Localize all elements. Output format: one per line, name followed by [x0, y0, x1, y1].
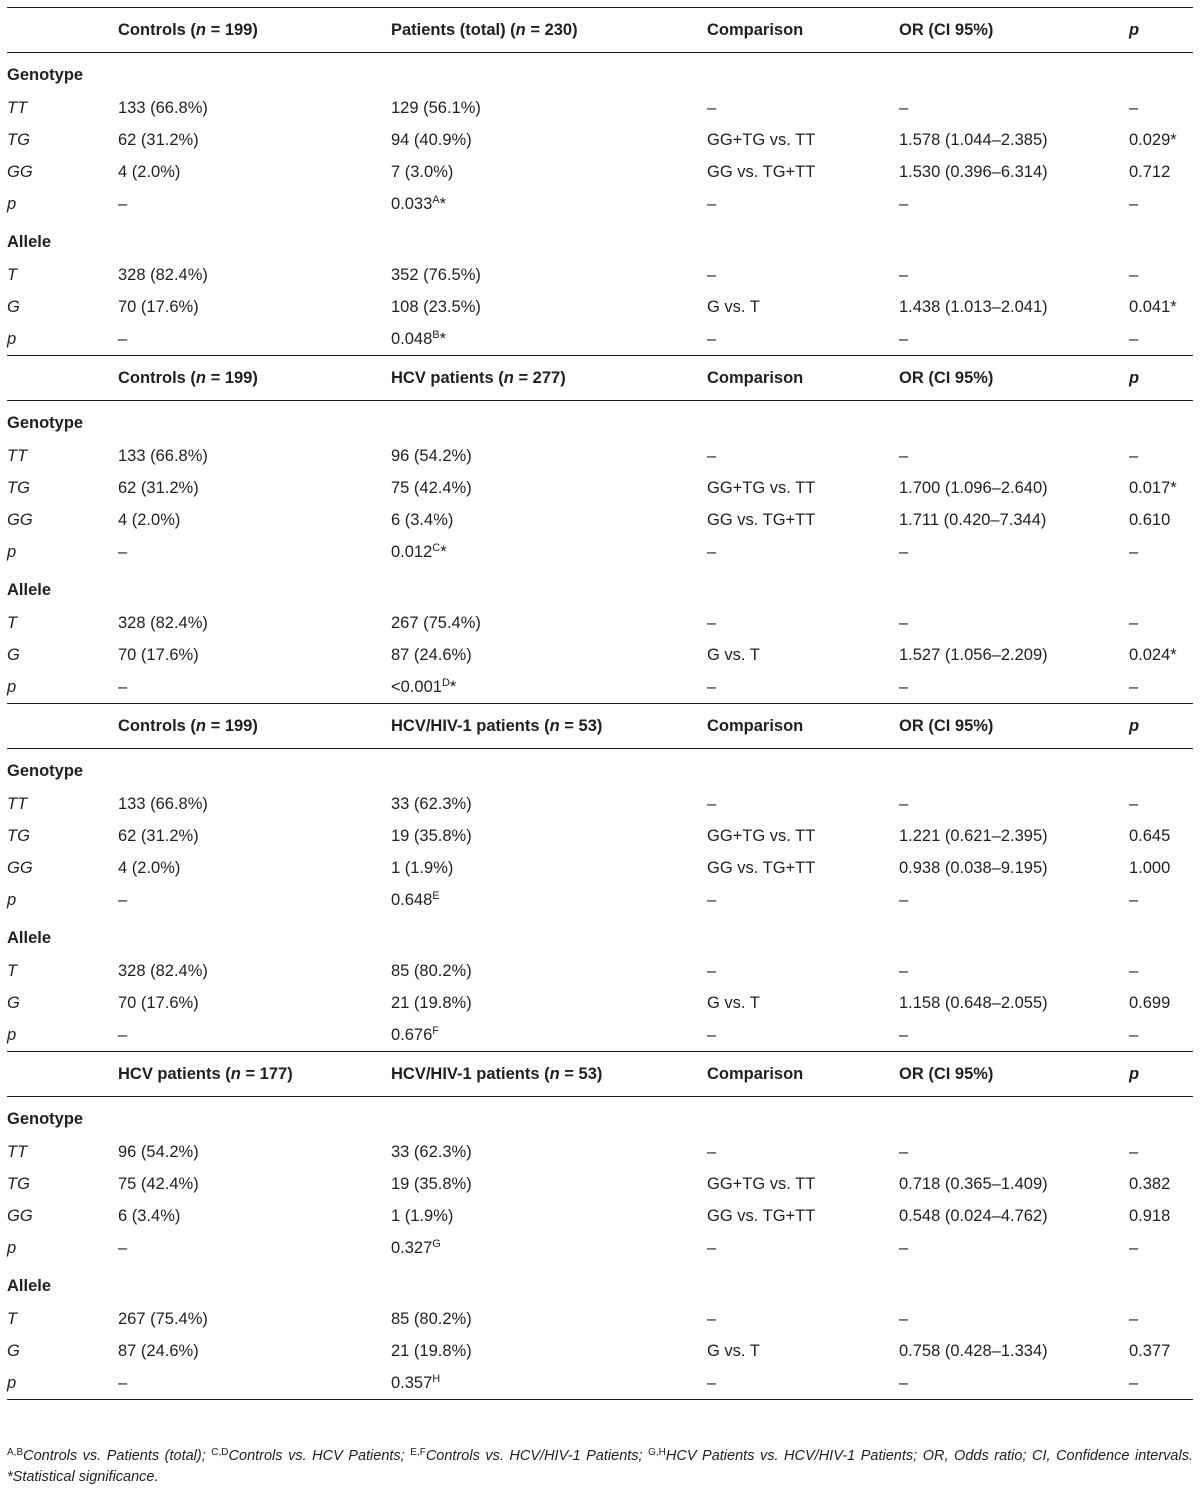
- p-value: –: [1129, 194, 1139, 213]
- group-a-value: 87 (24.6%): [118, 1341, 199, 1360]
- significance-mark: *: [439, 194, 447, 213]
- group-b-value: 87 (24.6%): [391, 645, 472, 664]
- comparison-value: G vs. T: [707, 645, 760, 664]
- header-odds-ratio: OR (CI 95%): [899, 8, 1129, 53]
- row-label: GG: [7, 162, 33, 181]
- header-group-a-post: = 177): [240, 1064, 293, 1083]
- group-b-value: 85 (80.2%): [391, 961, 472, 980]
- odds-ratio-value: –: [899, 329, 909, 348]
- row-label: p: [7, 890, 17, 909]
- header-comparison: Comparison: [707, 356, 899, 401]
- genotype-row: [7, 788, 1193, 820]
- header-group-b-n-symbol: n: [549, 1064, 560, 1083]
- header-group-b: [391, 1052, 707, 1097]
- comparison-value: GG+TG vs. TT: [707, 826, 816, 845]
- group-b-p-value: [391, 1367, 707, 1400]
- header-p: [1129, 1052, 1193, 1097]
- header-odds-ratio: OR (CI 95%): [899, 1052, 1129, 1097]
- p-value: 0.377: [1129, 1341, 1171, 1360]
- header-p-symbol: p: [1129, 716, 1140, 735]
- group-b-p-value: [391, 188, 707, 220]
- row-label: p: [7, 1367, 118, 1400]
- allele-p-row: [7, 1367, 1193, 1400]
- section-header-row: [7, 8, 1193, 53]
- p-value: 0.382: [1129, 1174, 1171, 1193]
- p-value: –: [1129, 890, 1139, 909]
- p-value: 0.918: [1129, 1206, 1171, 1225]
- odds-ratio-value: –: [899, 677, 909, 696]
- header-group-a: [118, 8, 391, 53]
- allele-row: [7, 291, 1193, 323]
- header-blank: [7, 1052, 118, 1097]
- significance-mark: *: [440, 542, 447, 561]
- odds-ratio-value: 0.718 (0.365–1.409): [899, 1174, 1048, 1193]
- p-number: 0.676: [391, 1025, 433, 1044]
- group-b-value: 6 (3.4%): [391, 510, 454, 529]
- group-b-value: 96 (54.2%): [391, 446, 472, 465]
- group-a-value: 328 (82.4%): [118, 265, 208, 284]
- comparison-value: –: [707, 677, 717, 696]
- header-comparison: Comparison: [707, 8, 899, 53]
- allele-row: [7, 1335, 1193, 1367]
- footnote-ref: E,F: [410, 1447, 426, 1458]
- comparison-value: –: [707, 1238, 717, 1257]
- group-b-value: 21 (19.8%): [391, 1341, 472, 1360]
- row-label: p: [7, 542, 17, 561]
- allele-section-label: Allele: [7, 233, 52, 251]
- row-label: G: [7, 993, 20, 1012]
- genotype-row: [7, 820, 1193, 852]
- group-a-value: 70 (17.6%): [118, 645, 199, 664]
- group-b-value: 1 (1.9%): [391, 1206, 454, 1225]
- group-a-value: 75 (42.4%): [118, 1174, 199, 1193]
- genotype-section-label: Genotype: [7, 1110, 84, 1128]
- group-a-value: 4 (2.0%): [118, 858, 181, 877]
- comparison-value: –: [707, 890, 717, 909]
- row-label: p: [7, 194, 17, 213]
- footnote-ref: G,H: [648, 1447, 666, 1458]
- allele-section-label: Allele: [7, 929, 52, 947]
- p-footnote-ref: G: [432, 1237, 441, 1250]
- comparison-value: –: [707, 1309, 717, 1328]
- p-value: –: [1129, 794, 1139, 813]
- comparison-value: –: [707, 265, 717, 284]
- odds-ratio-value: –: [899, 446, 909, 465]
- genotype-row: [7, 504, 1193, 536]
- header-group-a-pre: HCV patients (: [118, 1064, 231, 1083]
- row-label: T: [7, 1309, 18, 1328]
- group-b-value: 1 (1.9%): [391, 858, 454, 877]
- allele-row: [7, 955, 1193, 987]
- comparison-value: GG vs. TG+TT: [707, 858, 816, 877]
- p-value: –: [1129, 613, 1139, 632]
- odds-ratio-value: 1.530 (0.396–6.314): [899, 162, 1048, 181]
- odds-ratio-value: –: [899, 1142, 909, 1161]
- group-b-value: 7 (3.0%): [391, 162, 454, 181]
- header-group-a-post: = 199): [206, 20, 258, 39]
- header-group-b-post: = 53): [559, 716, 603, 735]
- group-b-value: 19 (35.8%): [391, 1174, 472, 1193]
- allele-p-row: [7, 1019, 1193, 1052]
- header-group-b-pre: HCV/HIV-1 patients (: [391, 716, 550, 735]
- table-footnote: [7, 1446, 1193, 1488]
- odds-ratio-value: 1.700 (1.096–2.640): [899, 478, 1048, 497]
- footnote-text: Controls vs. HCV Patients;: [228, 1448, 411, 1464]
- p-value: 0.699: [1129, 993, 1171, 1012]
- p-value: –: [1129, 98, 1139, 117]
- allele-p-row: [7, 671, 1193, 704]
- group-a-value: 328 (82.4%): [118, 961, 208, 980]
- p-number: 0.048: [391, 329, 433, 348]
- row-label: TG: [7, 826, 30, 845]
- header-p-symbol: p: [1129, 20, 1140, 39]
- row-label: TG: [7, 478, 30, 497]
- group-b-p-value: [391, 1232, 707, 1264]
- comparison-value: –: [707, 446, 717, 465]
- genotype-row: [7, 852, 1193, 884]
- allele-section: [7, 1264, 1193, 1303]
- genotype-row: [7, 1168, 1193, 1200]
- group-a-value: 133 (66.8%): [118, 794, 208, 813]
- group-b-value: 19 (35.8%): [391, 826, 472, 845]
- p-number: 0.327: [391, 1238, 433, 1257]
- group-a-value: 62 (31.2%): [118, 478, 199, 497]
- genotype-section: [7, 53, 1193, 93]
- p-value: 1.000: [1129, 858, 1171, 877]
- header-group-b-post: = 277): [513, 368, 566, 387]
- p-footnote-ref: B: [432, 328, 440, 341]
- genotype-section-label: Genotype: [7, 66, 84, 84]
- header-odds-ratio: OR (CI 95%): [899, 356, 1129, 401]
- genotype-p-row: [7, 884, 1193, 916]
- header-group-a-pre: Controls (: [118, 20, 196, 39]
- row-label: G: [7, 297, 20, 316]
- group-a-value: –: [118, 1238, 128, 1257]
- group-a-value: –: [118, 1025, 128, 1044]
- p-value: 0.041*: [1129, 297, 1177, 316]
- comparison-value: GG+TG vs. TT: [707, 1174, 816, 1193]
- group-b-value: 85 (80.2%): [391, 1309, 472, 1328]
- group-b-value: 33 (62.3%): [391, 1142, 472, 1161]
- header-group-a-pre: Controls (: [118, 368, 196, 387]
- row-label: GG: [7, 510, 33, 529]
- odds-ratio-value: 0.548 (0.024–4.762): [899, 1206, 1048, 1225]
- p-footnote-ref: E: [432, 889, 440, 902]
- odds-ratio-value: –: [899, 1309, 909, 1328]
- footnote-text: Controls vs. Patients (total);: [23, 1448, 212, 1464]
- p-number: 0.648: [391, 890, 433, 909]
- row-label: p: [7, 329, 17, 348]
- comparison-value: –: [707, 1142, 717, 1161]
- allele-p-row: [7, 323, 1193, 356]
- header-p-symbol: p: [1129, 368, 1140, 387]
- p-value: –: [1129, 1309, 1139, 1328]
- genotype-row: [7, 124, 1193, 156]
- group-a-value: –: [118, 194, 128, 213]
- genotype-section: [7, 749, 1193, 789]
- header-blank: [7, 356, 118, 401]
- genotype-row: [7, 472, 1193, 504]
- row-label: T: [7, 265, 18, 284]
- header-group-a: [118, 1052, 391, 1097]
- p-number: 0.012: [391, 542, 433, 561]
- header-comparison: Comparison: [707, 1052, 899, 1097]
- odds-ratio-value: –: [899, 98, 909, 117]
- comparison-value: –: [707, 961, 717, 980]
- group-a-value: 70 (17.6%): [118, 993, 199, 1012]
- p-value: 0.610: [1129, 510, 1171, 529]
- section-header-row: [7, 356, 1193, 401]
- odds-ratio-value: –: [899, 1367, 1129, 1400]
- group-a-value: –: [118, 1367, 391, 1400]
- group-b-p-value: [391, 323, 707, 356]
- comparison-value: GG+TG vs. TT: [707, 478, 816, 497]
- genotype-row: [7, 156, 1193, 188]
- group-a-value: 70 (17.6%): [118, 297, 199, 316]
- p-number: <0.001: [391, 677, 442, 696]
- group-a-value: 133 (66.8%): [118, 98, 208, 117]
- genotype-p-row: [7, 536, 1193, 568]
- header-group-a-post: = 199): [206, 716, 258, 735]
- row-label: TT: [7, 1142, 28, 1161]
- odds-ratio-value: –: [899, 890, 909, 909]
- header-group-a-n-symbol: n: [195, 716, 207, 735]
- header-blank: [7, 8, 118, 53]
- genotype-p-row: [7, 188, 1193, 220]
- p-footnote-ref: A: [432, 193, 440, 206]
- header-group-b-n-symbol: n: [503, 368, 514, 387]
- row-label: TG: [7, 130, 30, 149]
- odds-ratio-value: –: [899, 265, 909, 284]
- header-group-b-pre: Patients (total) (: [391, 20, 516, 39]
- p-value: 0.712: [1129, 162, 1171, 181]
- comparison-value: GG vs. TG+TT: [707, 1206, 816, 1225]
- group-a-value: 96 (54.2%): [118, 1142, 199, 1161]
- group-b-p-value: [391, 536, 707, 568]
- p-value: 0.645: [1129, 826, 1171, 845]
- group-b-value: 33 (62.3%): [391, 794, 472, 813]
- p-value: –: [1129, 542, 1139, 561]
- header-group-b: [391, 8, 707, 53]
- group-b-p-value: [391, 671, 707, 704]
- genotype-section: [7, 401, 1193, 441]
- header-group-b-pre: HCV/HIV-1 patients (: [391, 1064, 550, 1083]
- row-label: GG: [7, 858, 33, 877]
- group-b-p-value: [391, 1019, 707, 1052]
- odds-ratio-value: 1.711 (0.420–7.344): [899, 510, 1047, 529]
- row-label: T: [7, 961, 18, 980]
- header-group-a-n-symbol: n: [195, 368, 207, 387]
- comparison-value: –: [707, 1025, 717, 1044]
- header-group-b-post: = 53): [559, 1064, 603, 1083]
- allele-section: [7, 568, 1193, 607]
- odds-ratio-value: –: [899, 794, 909, 813]
- p-value: 0.024*: [1129, 645, 1177, 664]
- comparison-value: GG vs. TG+TT: [707, 510, 816, 529]
- header-group-a-n-symbol: n: [230, 1064, 241, 1083]
- header-group-b-post: = 230): [525, 20, 578, 39]
- header-p-symbol: p: [1129, 1064, 1140, 1083]
- group-a-value: 267 (75.4%): [118, 1309, 208, 1328]
- group-a-value: 4 (2.0%): [118, 162, 181, 181]
- row-label: p: [7, 1025, 17, 1044]
- section-header-row: [7, 1052, 1193, 1097]
- comparison-value: G vs. T: [707, 993, 760, 1012]
- p-value: –: [1129, 329, 1139, 348]
- header-group-a-n-symbol: n: [195, 20, 207, 39]
- comparison-value: –: [707, 613, 717, 632]
- group-b-value: 267 (75.4%): [391, 613, 481, 632]
- group-b-value: 129 (56.1%): [391, 98, 481, 117]
- header-group-b-pre: HCV patients (: [391, 368, 504, 387]
- genotype-row: [7, 1136, 1193, 1168]
- footnote-text: Controls vs. HCV/HIV-1 Patients;: [425, 1448, 649, 1464]
- row-label: p: [7, 677, 17, 696]
- group-b-value: 75 (42.4%): [391, 478, 472, 497]
- p-footnote-ref: F: [432, 1024, 440, 1037]
- odds-ratio-value: –: [899, 542, 909, 561]
- header-group-b: [391, 704, 707, 749]
- group-a-value: –: [118, 329, 128, 348]
- section-header-row: [7, 704, 1193, 749]
- genotype-section-label: Genotype: [7, 414, 84, 432]
- group-b-p-value: [391, 884, 707, 916]
- header-group-a: [118, 356, 391, 401]
- significance-mark: *: [439, 329, 447, 348]
- p-number: 0.357: [391, 1373, 433, 1392]
- group-a-value: 6 (3.4%): [118, 1206, 181, 1225]
- group-a-value: –: [118, 677, 128, 696]
- header-p: [1129, 8, 1193, 53]
- comparison-value: GG vs. TG+TT: [707, 162, 816, 181]
- odds-ratio-value: 0.938 (0.038–9.195): [899, 858, 1048, 877]
- header-group-b: [391, 356, 707, 401]
- p-value: –: [1129, 1142, 1139, 1161]
- p-value: –: [1129, 1025, 1139, 1044]
- header-group-a-pre: Controls (: [118, 716, 196, 735]
- genotype-section: [7, 1097, 1193, 1137]
- genotype-row: [7, 440, 1193, 472]
- odds-ratio-value: –: [899, 1238, 909, 1257]
- genotype-row: [7, 92, 1193, 124]
- p-value: –: [1129, 677, 1139, 696]
- group-b-value: 94 (40.9%): [391, 130, 472, 149]
- row-label: TG: [7, 1174, 30, 1193]
- header-group-a: [118, 704, 391, 749]
- footnote-text: HCV Patients vs. HCV/HIV-1 Patients; OR, Odds ratio; CI, Confidence intervals. *Statistical significance.: [7, 1448, 1194, 1485]
- group-a-value: –: [118, 542, 128, 561]
- odds-ratio-value: –: [899, 194, 909, 213]
- p-value: 0.017*: [1129, 478, 1177, 497]
- row-label: TT: [7, 794, 28, 813]
- row-label: G: [7, 645, 20, 664]
- group-b-value: 108 (23.5%): [391, 297, 481, 316]
- p-footnote-ref: D: [441, 676, 450, 689]
- genotype-allele-table: [7, 7, 1193, 1400]
- row-label: TT: [7, 446, 28, 465]
- row-label: G: [7, 1341, 20, 1360]
- comparison-value: –: [707, 98, 717, 117]
- p-value: –: [1129, 961, 1139, 980]
- header-p: [1129, 704, 1193, 749]
- allele-row: [7, 987, 1193, 1019]
- header-odds-ratio: OR (CI 95%): [899, 704, 1129, 749]
- significance-mark: *: [449, 677, 457, 696]
- genotype-p-row: [7, 1232, 1193, 1264]
- p-value: –: [1129, 1367, 1193, 1400]
- row-label: TT: [7, 98, 28, 117]
- header-blank: [7, 704, 118, 749]
- group-a-value: –: [118, 890, 128, 909]
- allele-section: [7, 916, 1193, 955]
- p-footnote-ref: H: [432, 1372, 441, 1385]
- comparison-value: –: [707, 1367, 899, 1400]
- group-a-value: 62 (31.2%): [118, 826, 199, 845]
- row-label: p: [7, 1238, 17, 1257]
- odds-ratio-value: 1.438 (1.013–2.041): [899, 297, 1048, 316]
- group-a-value: 62 (31.2%): [118, 130, 199, 149]
- group-a-value: 4 (2.0%): [118, 510, 181, 529]
- p-value: 0.029*: [1129, 130, 1177, 149]
- odds-ratio-value: 1.527 (1.056–2.209): [899, 645, 1048, 664]
- group-a-value: 328 (82.4%): [118, 613, 208, 632]
- odds-ratio-value: –: [899, 961, 909, 980]
- allele-section-label: Allele: [7, 581, 52, 599]
- p-number: 0.033: [391, 194, 433, 213]
- header-group-b-n-symbol: n: [549, 716, 560, 735]
- odds-ratio-value: 1.221 (0.621–2.395): [899, 826, 1048, 845]
- header-comparison: Comparison: [707, 704, 899, 749]
- comparison-value: –: [707, 329, 717, 348]
- genotype-row: [7, 1200, 1193, 1232]
- allele-section: [7, 220, 1193, 259]
- comparison-value: GG+TG vs. TT: [707, 130, 816, 149]
- allele-row: [7, 259, 1193, 291]
- row-label: GG: [7, 1206, 33, 1225]
- odds-ratio-value: –: [899, 1025, 909, 1044]
- footnote-ref: C,D: [211, 1447, 229, 1458]
- row-label: T: [7, 613, 18, 632]
- header-p: [1129, 356, 1193, 401]
- comparison-value: –: [707, 194, 717, 213]
- p-footnote-ref: C: [432, 541, 441, 554]
- header-group-a-post: = 199): [206, 368, 258, 387]
- allele-row: [7, 639, 1193, 671]
- footnote-ref: A,B: [7, 1447, 24, 1458]
- comparison-value: –: [707, 542, 717, 561]
- odds-ratio-value: –: [899, 613, 909, 632]
- genotype-section-label: Genotype: [7, 762, 84, 780]
- allele-section-label: Allele: [7, 1277, 52, 1295]
- p-value: –: [1129, 265, 1139, 284]
- header-group-b-n-symbol: n: [515, 20, 526, 39]
- odds-ratio-value: 1.158 (0.648–2.055): [899, 993, 1048, 1012]
- group-b-value: 21 (19.8%): [391, 993, 472, 1012]
- comparison-value: G vs. T: [707, 1341, 760, 1360]
- odds-ratio-value: 1.578 (1.044–2.385): [899, 130, 1048, 149]
- p-value: –: [1129, 1238, 1139, 1257]
- p-value: –: [1129, 446, 1139, 465]
- allele-row: [7, 607, 1193, 639]
- comparison-value: G vs. T: [707, 297, 760, 316]
- allele-row: [7, 1303, 1193, 1335]
- group-b-value: 352 (76.5%): [391, 265, 481, 284]
- group-a-value: 133 (66.8%): [118, 446, 208, 465]
- odds-ratio-value: 0.758 (0.428–1.334): [899, 1341, 1048, 1360]
- comparison-value: –: [707, 794, 717, 813]
